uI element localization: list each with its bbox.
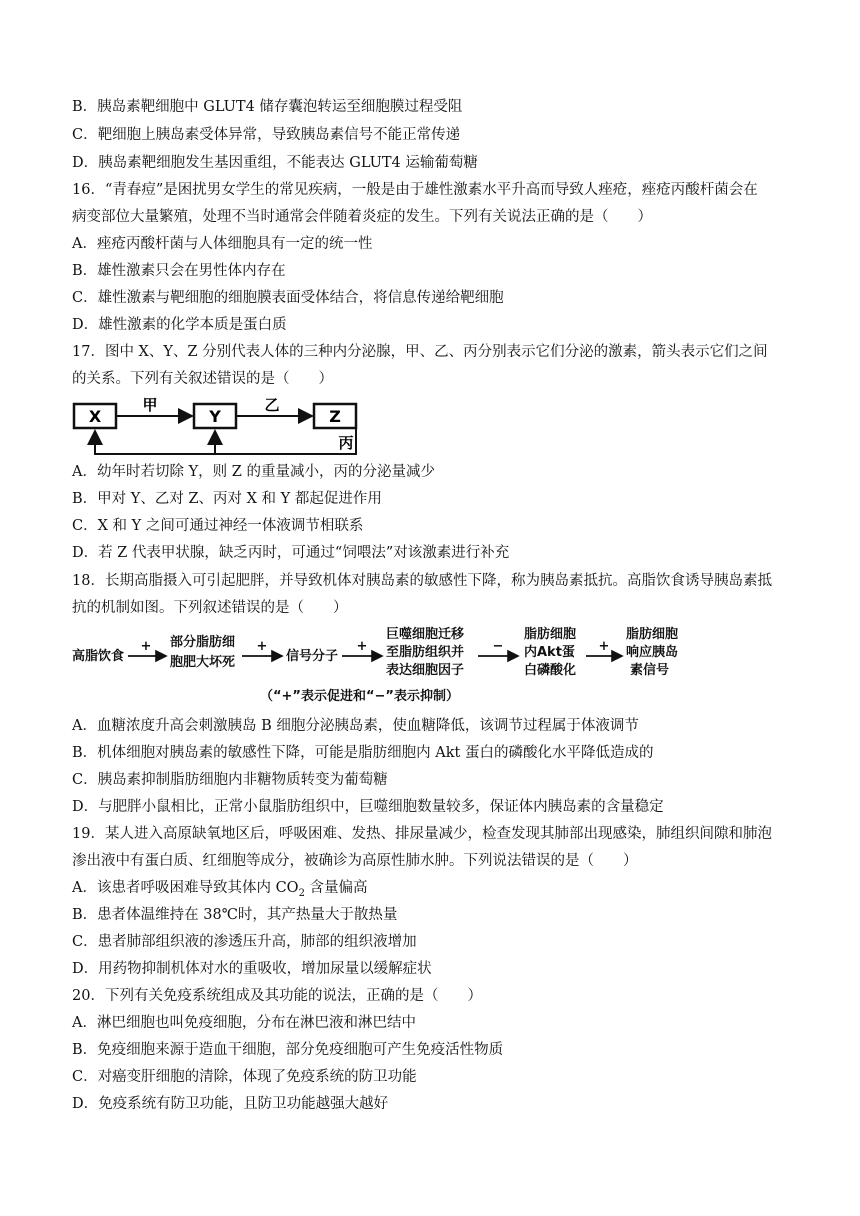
hormone-jia-label: 甲	[142, 396, 158, 414]
arrow-4-sign: −	[492, 639, 504, 654]
q19-stem-line2: 渗出液中有蛋白质、红细胞等成分，被确诊为高原性肺水肿。下列说法错误的是（ ）	[72, 853, 638, 869]
gland-y-label: Y	[209, 407, 221, 426]
q16-stem-line2: 病变部位大量繁殖，处理不当时通常会伴随着炎症的发生。下列有关说法正确的是（ ）	[72, 209, 652, 225]
q16-option-d: D．雄性激素的化学本质是蛋白质	[72, 317, 287, 333]
diagram-legend: （“+”表示促进和“−”表示抑制）	[260, 689, 459, 704]
q19-option-c: C．患者肺部组织液的渗透压升高，肺部的组织液增加	[72, 934, 417, 950]
gland-z-label: Z	[329, 407, 341, 426]
node-macrophage-3: 表达细胞因子	[386, 663, 465, 678]
q19-stem-line1: 19．某人进入高原缺氧地区后，呼吸困难、发热、排尿量减少，检查发现其肺部出现感染，肺组织间隙和肺泡	[72, 826, 772, 842]
q19-option-a-post: 含量偏高	[304, 880, 368, 896]
q18-stem-line2: 抗的机制如图。下列叙述错误的是（ ）	[72, 600, 348, 616]
node-adipocyte-necrosis-2: 胞肥大坏死	[170, 655, 236, 670]
q18-option-d: D．与肥胖小鼠相比，正常小鼠脂肪组织中，巨噬细胞数量较多，保证体内胰岛素的含量稳定	[72, 799, 664, 815]
q17-option-c: C．X 和 Y 之间可通过神经一体液调节相联系	[72, 518, 364, 534]
q16-stem-line1: 16．“青春痘”是困扰男女学生的常见疾病，一般是由于雄性激素水平升高而导致人痤疮，痤疮丙酸杆菌会在	[72, 182, 758, 198]
q20-option-a: A．淋巴细胞也叫免疫细胞，分布在淋巴液和淋巴结中	[72, 1015, 416, 1031]
hormone-regulation-diagram	[70, 392, 370, 462]
node-akt-2: 内Akt蛋	[524, 645, 575, 660]
hormone-bing-label: 丙	[338, 434, 354, 452]
q16-option-c: C．雄性激素与靶细胞的细胞膜表面受体结合，将信息传递给靶细胞	[72, 290, 504, 306]
q17-stem-line1: 17．图中 X、Y、Z 分别代表人体的三种内分泌腺，甲、乙、丙分别表示它们分泌的激素，箭头表示它们之间	[72, 344, 768, 360]
node-insulin-response-2: 响应胰岛	[626, 645, 679, 660]
node-macrophage-1: 巨噬细胞迁移	[386, 627, 465, 642]
q17-option-a: A．幼年时若切除 Y，则 Z 的重量减小，丙的分泌量减少	[72, 464, 435, 480]
q20-stem: 20．下列有关免疫系统组成及其功能的说法，正确的是（ ）	[72, 988, 482, 1004]
q17-option-d: D．若 Z 代表甲状腺，缺乏丙时，可通过“饲喂法”对该激素进行补充	[72, 545, 510, 561]
node-macrophage-2: 至脂肪组织并	[386, 645, 465, 660]
node-high-fat-diet: 高脂饮食	[72, 649, 125, 664]
node-akt-3: 白磷酸化	[524, 663, 577, 678]
arrow-1-sign: +	[140, 639, 152, 654]
q20-option-d: D．免疫系统有防卫功能，且防卫功能越强大越好	[72, 1096, 389, 1112]
q17-option-b: B．甲对 Y、乙对 Z、丙对 X 和 Y 都起促进作用	[72, 491, 382, 507]
q19-option-a	[72, 878, 368, 904]
arrow-3-sign: +	[356, 639, 368, 654]
q18-option-a: A．血糖浓度升高会刺激胰岛 B 细胞分泌胰岛素，使血糖降低，该调节过程属于体液调节	[72, 718, 639, 734]
node-insulin-response-3: 素信号	[630, 663, 670, 678]
node-signal-molecule: 信号分子	[286, 649, 339, 664]
q18-option-c: C．胰岛素抑制脂肪细胞内非糖物质转变为葡萄糖	[72, 772, 388, 788]
node-adipocyte-necrosis-1: 部分脂肪细	[170, 635, 236, 650]
q16-option-a: A．痤疮丙酸杆菌与人体细胞具有一定的统一性	[72, 236, 373, 252]
node-akt-1: 脂肪细胞	[524, 627, 577, 642]
q16-option-b: B．雄性激素只会在男性体内存在	[72, 263, 286, 279]
q15-option-c: C．靶细胞上胰岛素受体异常，导致胰岛素信号不能正常传递	[72, 127, 461, 143]
q18-stem-line1: 18．长期高脂摄入可引起肥胖，并导致机体对胰岛素的敏感性下降，称为胰岛素抵抗。高脂饮食诱导胰岛素抵	[72, 573, 772, 589]
q19-option-b: B．患者体温维持在 38℃时，其产热量大于散热量	[72, 907, 398, 923]
q20-option-c: C．对癌变肝细胞的清除，体现了免疫系统的防卫功能	[72, 1069, 417, 1085]
q20-option-b: B．免疫细胞来源于造血干细胞，部分免疫细胞可产生免疫活性物质	[72, 1042, 504, 1058]
feedback-line-z	[95, 428, 356, 454]
q19-option-a-pre: A．该患者呼吸困难导致其体内 CO	[72, 880, 299, 896]
node-insulin-response-1: 脂肪细胞	[626, 627, 679, 642]
q19-option-a-sub: 2	[298, 887, 305, 899]
q15-option-d: D．胰岛素靶细胞发生基因重组，不能表达 GLUT4 运输葡萄糖	[72, 155, 478, 171]
q17-stem-line2: 的关系。下列有关叙述错误的是（ ）	[72, 371, 333, 387]
q18-option-b: B．机体细胞对胰岛素的敏感性下降，可能是脂肪细胞内 Akt 蛋白的磷酸化水平降低造成的	[72, 745, 654, 761]
q19-option-d: D．用药物抑制机体对水的重吸收，增加尿量以缓解症状	[72, 961, 432, 977]
insulin-resistance-diagram	[70, 622, 710, 708]
arrow-5-sign: +	[598, 639, 610, 654]
q15-option-b: B．胰岛素靶细胞中 GLUT4 储存囊泡转运至细胞膜过程受阻	[72, 99, 463, 115]
gland-x-label: X	[88, 407, 102, 426]
hormone-yi-label: 乙	[264, 396, 280, 414]
arrow-2-sign: +	[256, 639, 268, 654]
